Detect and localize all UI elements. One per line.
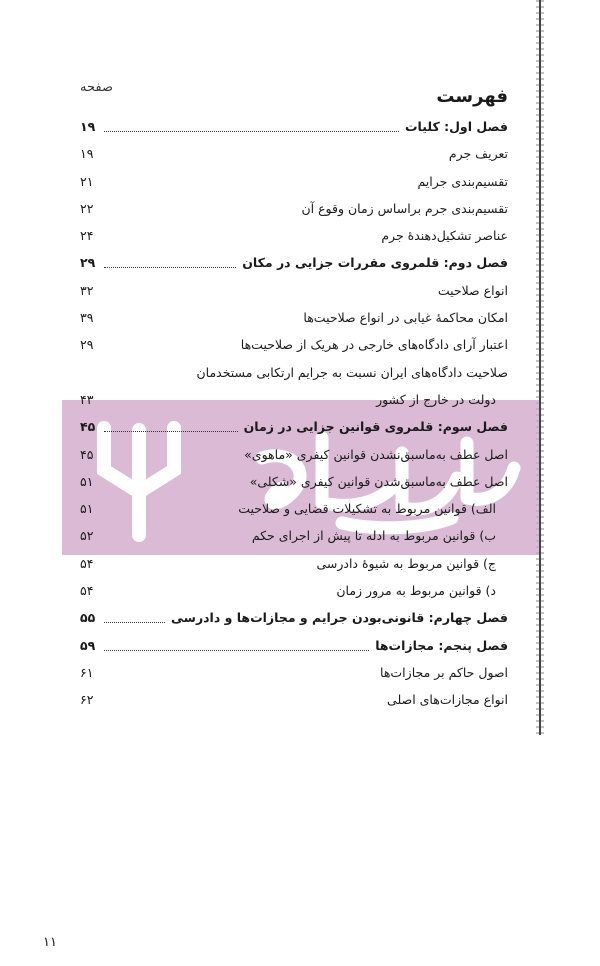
toc-leader-dots xyxy=(104,431,238,432)
toc-entry-title: اصل عطف به‌ماسبق‌نشدن قوانین کیفری «ماهوی» xyxy=(244,446,508,462)
toc-entry-row xyxy=(78,143,508,170)
toc-page-number: ۵۹ xyxy=(80,637,96,653)
toc-page-number: ۴۳ xyxy=(80,391,94,407)
page-column-label: صفحه xyxy=(80,80,113,95)
toc-page-number: ۲۹ xyxy=(80,255,96,271)
toc-entry-row xyxy=(78,662,508,689)
toc-entry-title: الف) قوانین مربوط به تشکیلات قضایی و صلاحیت xyxy=(238,501,496,517)
toc-leader-dots xyxy=(104,131,399,132)
toc-leader-dots xyxy=(104,267,236,268)
toc-page-number: ۴۵ xyxy=(80,446,94,462)
toc-entry-row xyxy=(78,198,508,225)
toc-entry-title: انواع صلاحیت xyxy=(437,282,508,298)
toc-page-number: ۶۲ xyxy=(80,692,94,708)
toc-entry-title: فصل پنجم: مجازات‌ها xyxy=(375,637,508,653)
toc-entry-row xyxy=(78,553,508,580)
toc-page-number: ۲۱ xyxy=(80,173,94,189)
toc-entry-title: امکان محاکمهٔ غیابی در انواع صلاحیت‌ها xyxy=(303,310,508,326)
toc-page-number: ۲۹ xyxy=(80,337,94,353)
toc-entry-row xyxy=(78,362,508,389)
toc-entry-row xyxy=(78,171,508,198)
toc-page-number: ۵۲ xyxy=(80,528,94,544)
toc-page-number: ۳۹ xyxy=(80,310,94,326)
toc-entry-row xyxy=(78,307,508,334)
toc-leader-dots xyxy=(104,650,369,651)
toc-entry-title: عناصر تشکیل‌دهندهٔ جرم xyxy=(381,228,508,244)
toc-page-number: ۳۲ xyxy=(80,282,94,298)
toc-entry-row xyxy=(78,580,508,607)
toc-page-number: ۶۱ xyxy=(80,664,94,680)
toc-entry-title: ج) قوانین مربوط به شیوهٔ دادرسی xyxy=(316,555,496,571)
toc-page-number: ۴۵ xyxy=(80,419,96,435)
toc-leader-dots xyxy=(104,622,165,623)
toc-page-number: ۵۵ xyxy=(80,610,96,626)
page-title: فهرست xyxy=(436,86,508,107)
toc-entry-title: فصل اول: کلیات xyxy=(405,119,508,134)
toc-entry-row xyxy=(78,689,508,716)
toc-page-number: ۱۹ xyxy=(80,146,94,162)
toc-entry-row xyxy=(78,334,508,361)
toc-entry-row xyxy=(78,525,508,552)
toc-entry-row xyxy=(78,280,508,307)
toc-page-number: ۱۹ xyxy=(80,119,96,134)
toc-entry-title: اعتبار آرای دادگاه‌های خارجی در هریک از صلاحیت‌ها xyxy=(240,337,508,353)
toc-entry-title: تقسیم‌بندی جرایم xyxy=(417,173,508,189)
toc-entry-title: فصل دوم: قلمروی مقررات جزایی در مکان xyxy=(242,255,508,271)
toc-entry-title: د) قوانین مربوط به مرور زمان xyxy=(336,583,496,599)
toc-entry-row xyxy=(78,498,508,525)
toc-chapter-row xyxy=(78,607,508,634)
toc-entry-title: فصل چهارم: قانونی‌بودن جرایم و مجازات‌ها و دادرسی xyxy=(171,610,508,626)
toc-entry-row xyxy=(78,471,508,498)
toc-page-number: ۵۴ xyxy=(80,583,94,599)
toc-page-number: ۲۴ xyxy=(80,228,94,244)
book-spine-edge xyxy=(536,0,544,735)
toc-page-number: ۲۲ xyxy=(80,200,94,216)
toc-entry-title: صلاحیت دادگاه‌های ایران نسبت به جرایم ارتکابی مستخدمان xyxy=(196,364,508,380)
toc-page-number: ۵۱ xyxy=(80,473,94,489)
toc-chapter-row xyxy=(78,635,508,662)
toc-entry-title: دولت در خارج از کشور xyxy=(376,391,496,407)
toc-chapter-row xyxy=(78,416,508,443)
toc-entry-title: تعریف جرم xyxy=(448,146,508,162)
toc-chapter-row xyxy=(78,116,508,143)
page-number: ۱۱ xyxy=(43,935,57,950)
toc-page-number: ۵۱ xyxy=(80,501,94,517)
toc-entry-title: ب) قوانین مربوط به ادله تا پیش از اجرای حکم xyxy=(251,528,496,544)
toc-entry-row xyxy=(78,225,508,252)
toc-chapter-row xyxy=(78,252,508,279)
table-of-contents xyxy=(78,116,508,717)
toc-entry-title: اصل عطف به‌ماسبق‌شدن قوانین کیفری «شکلی» xyxy=(249,473,508,489)
toc-page-number: ۵۴ xyxy=(80,555,94,571)
toc-entry-row xyxy=(78,444,508,471)
toc-entry-title: فصل سوم: قلمروی قوانین جزایی در زمان xyxy=(243,419,508,435)
toc-entry-row xyxy=(78,389,508,416)
toc-entry-title: اصول حاکم بر مجازات‌ها xyxy=(380,664,508,680)
toc-entry-title: انواع مجازات‌های اصلی xyxy=(387,692,508,708)
toc-entry-title: تقسیم‌بندی جرم براساس زمان وقوع آن xyxy=(301,200,508,216)
